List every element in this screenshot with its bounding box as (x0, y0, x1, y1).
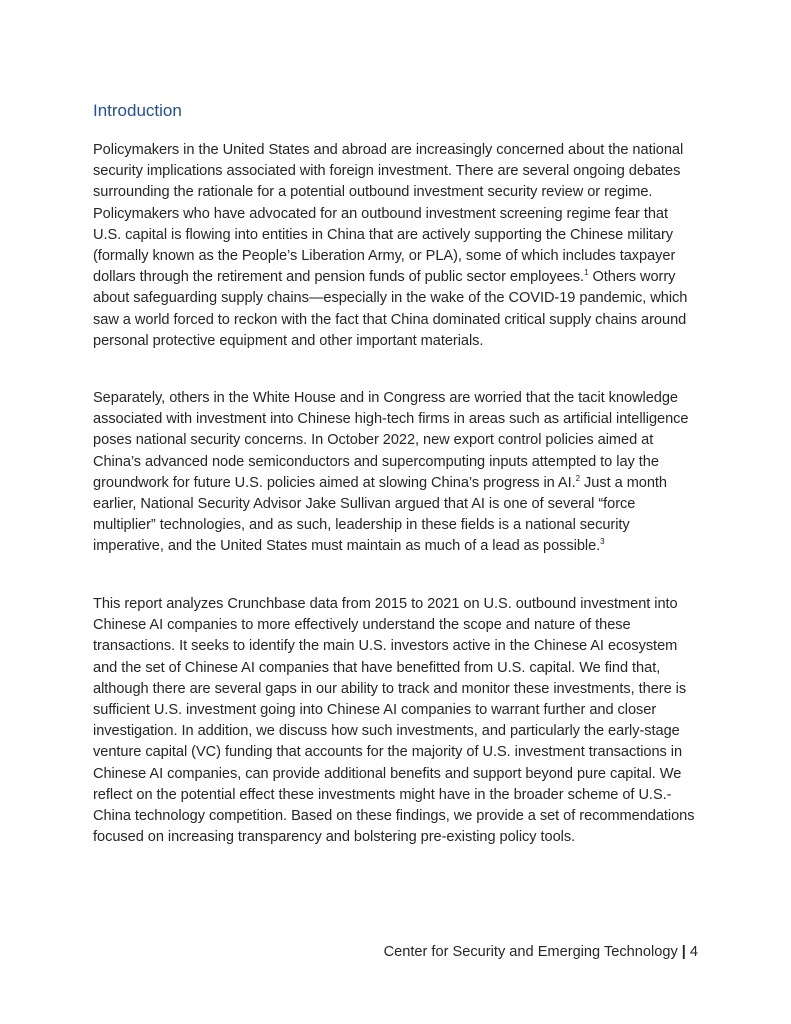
footer-organization: Center for Security and Emerging Technology (383, 944, 678, 960)
paragraph-3 (93, 594, 699, 848)
paragraph-3-text: This report analyzes Crunchbase data from 2015 to 2021 on U.S. outbound investment into Chinese AI companies to more effectively understand the scope and nature of these transactions. It seeks to identify the main U.S. investors active in the Chinese AI ecosystem and the set of Chinese AI companies that have benefitted from U.S. capital. We find that, although there are several gaps in our ability to track and monitor these investments, there is sufficient U.S. investment going into Chinese AI companies to warrant further and closer investigation. In addition, we discuss how such investments, and particularly the early-stage venture capital (VC) funding that accounts for the majority of U.S. investment transactions in Chinese AI companies, can provide additional benefits and support beyond pure capital. We reflect on the potential effect these investments might have in the broader scheme of U.S.-China technology competition. Based on these findings, we provide a set of recommendations focused on increasing transparency and bolstering pre-existing policy tools. (93, 596, 695, 846)
paragraph-1 (93, 140, 699, 352)
footnote-ref-3[interactable]: 3 (600, 537, 605, 547)
paragraph-1-text-a: Policymakers in the United States and abroad are increasingly concerned about the national security implications associated with foreign investment. There are several ongoing debates surrounding the rationale for a potential outbound investment security review or regime. Policymakers who have advocated for an outbound investment screening regime fear that U.S. capital is flowing into entities in China that are actively supporting the Chinese military (formally known as the People’s Liberation Army, or PLA), some of which includes taxpayer dollars through the retirement and pension funds of public sector employees. (93, 142, 684, 286)
page-footer (384, 941, 698, 963)
footer-separator: | (681, 944, 686, 960)
paragraph-2-text-a: Separately, others in the White House and in Congress are worried that the tacit knowledge associated with investment into Chinese high-tech firms in areas such as artificial intelligence poses national security concerns. In October 2022, new export control policies aimed at China’s advanced node semiconductors and supercomputing inputs attempted to lay the groundwork for future U.S. policies aimed at slowing China’s progress in AI. (93, 390, 689, 491)
footnote-ref-2[interactable]: 2 (575, 473, 581, 483)
section-heading: Introduction (93, 101, 182, 120)
paragraph-1-text-b: Others worry about safeguarding supply chains—especially in the wake of the COVID-19 pandemic, which saw a world forced to reckon with the fact that China dominated critical supply chains around personal protective equipment and other important materials. (93, 269, 688, 349)
footnote-ref-1[interactable]: 1 (584, 268, 589, 278)
paragraph-2-text-b: Just a month earlier, National Security Advisor Jake Sullivan argued that AI is one of several “force multiplier” technologies, and as such, leadership in these fields is a national security imperative, and the United States must maintain as much of a lead as possible. (93, 474, 668, 555)
footer-page-number: 4 (689, 944, 698, 960)
paragraph-2 (93, 388, 699, 558)
